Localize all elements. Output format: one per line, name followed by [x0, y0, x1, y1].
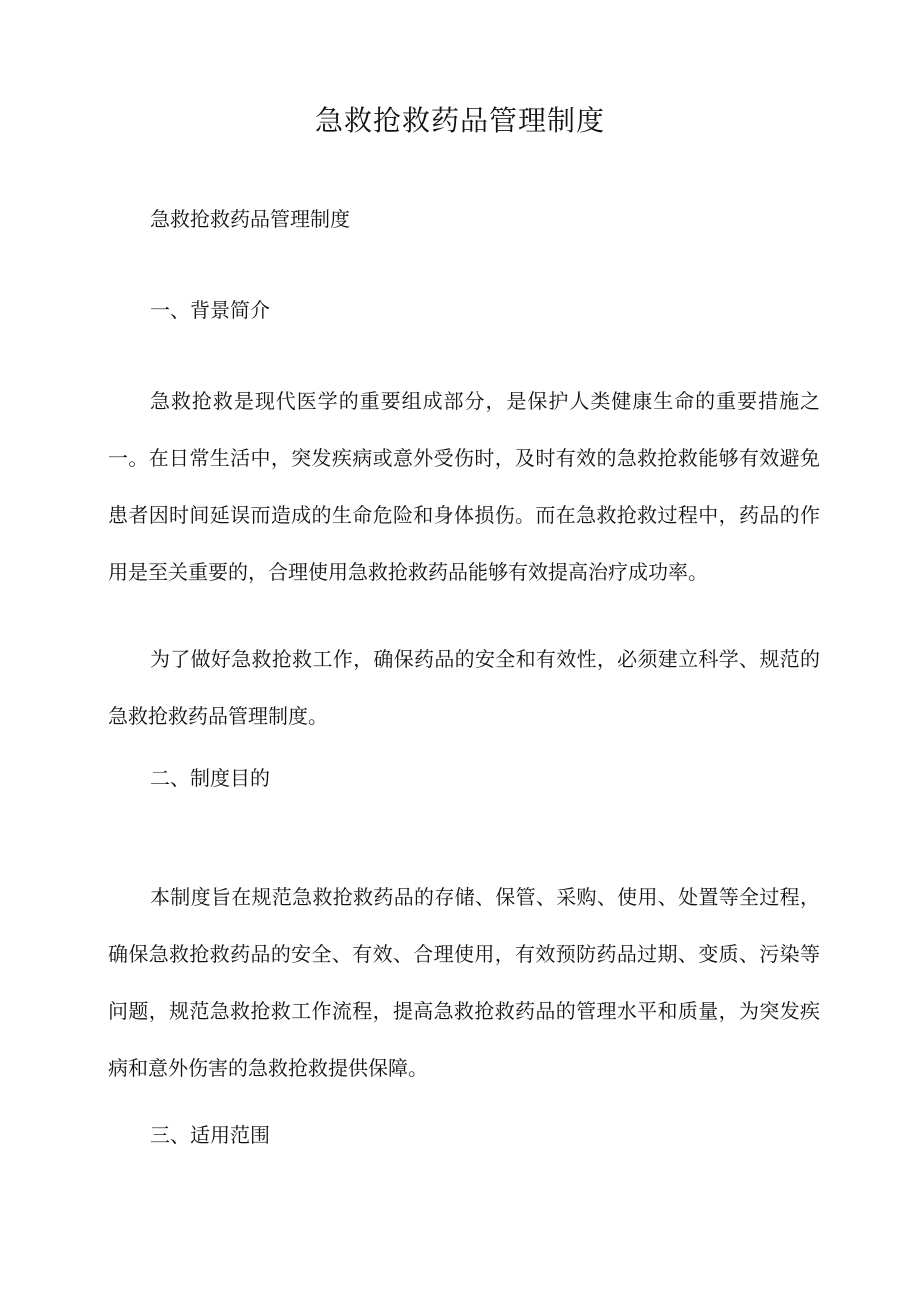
section-heading-background: 一、背景简介 [150, 298, 270, 322]
document-title: 急救抢救药品管理制度 [314, 104, 605, 137]
paragraph-purpose: 本制度旨在规范急救抢救药品的存储、保管、采购、使用、处置等全过程，确保急救抢救药品的安全、有效、合理使用，有效预防药品过期、变质、污染等问题，规范急救抢救工作流程，提高急救抢救药品的管理水平和质量，为突发疾病和意外伤害的急救抢救提供保障。 [108, 885, 820, 1080]
paragraph-background-2: 为了做好急救抢救工作，确保药品的安全和有效性，必须建立科学、规范的急救抢救药品管理制度。 [108, 647, 820, 728]
document-subtitle: 急救抢救药品管理制度 [150, 207, 350, 231]
section-heading-purpose: 二、制度目的 [150, 766, 270, 790]
section-heading-scope: 三、适用范围 [150, 1123, 270, 1147]
paragraph-background-1: 急救抢救是现代医学的重要组成部分，是保护人类健康生命的重要措施之一。在日常生活中，突发疾病或意外受伤时，及时有效的急救抢救能够有效避免患者因时间延误而造成的生命危险和身体损伤。而在急救抢救过程中，药品的作用是至关重要的，合理使用急救抢救药品能够有效提高治疗成功率。 [108, 389, 820, 584]
